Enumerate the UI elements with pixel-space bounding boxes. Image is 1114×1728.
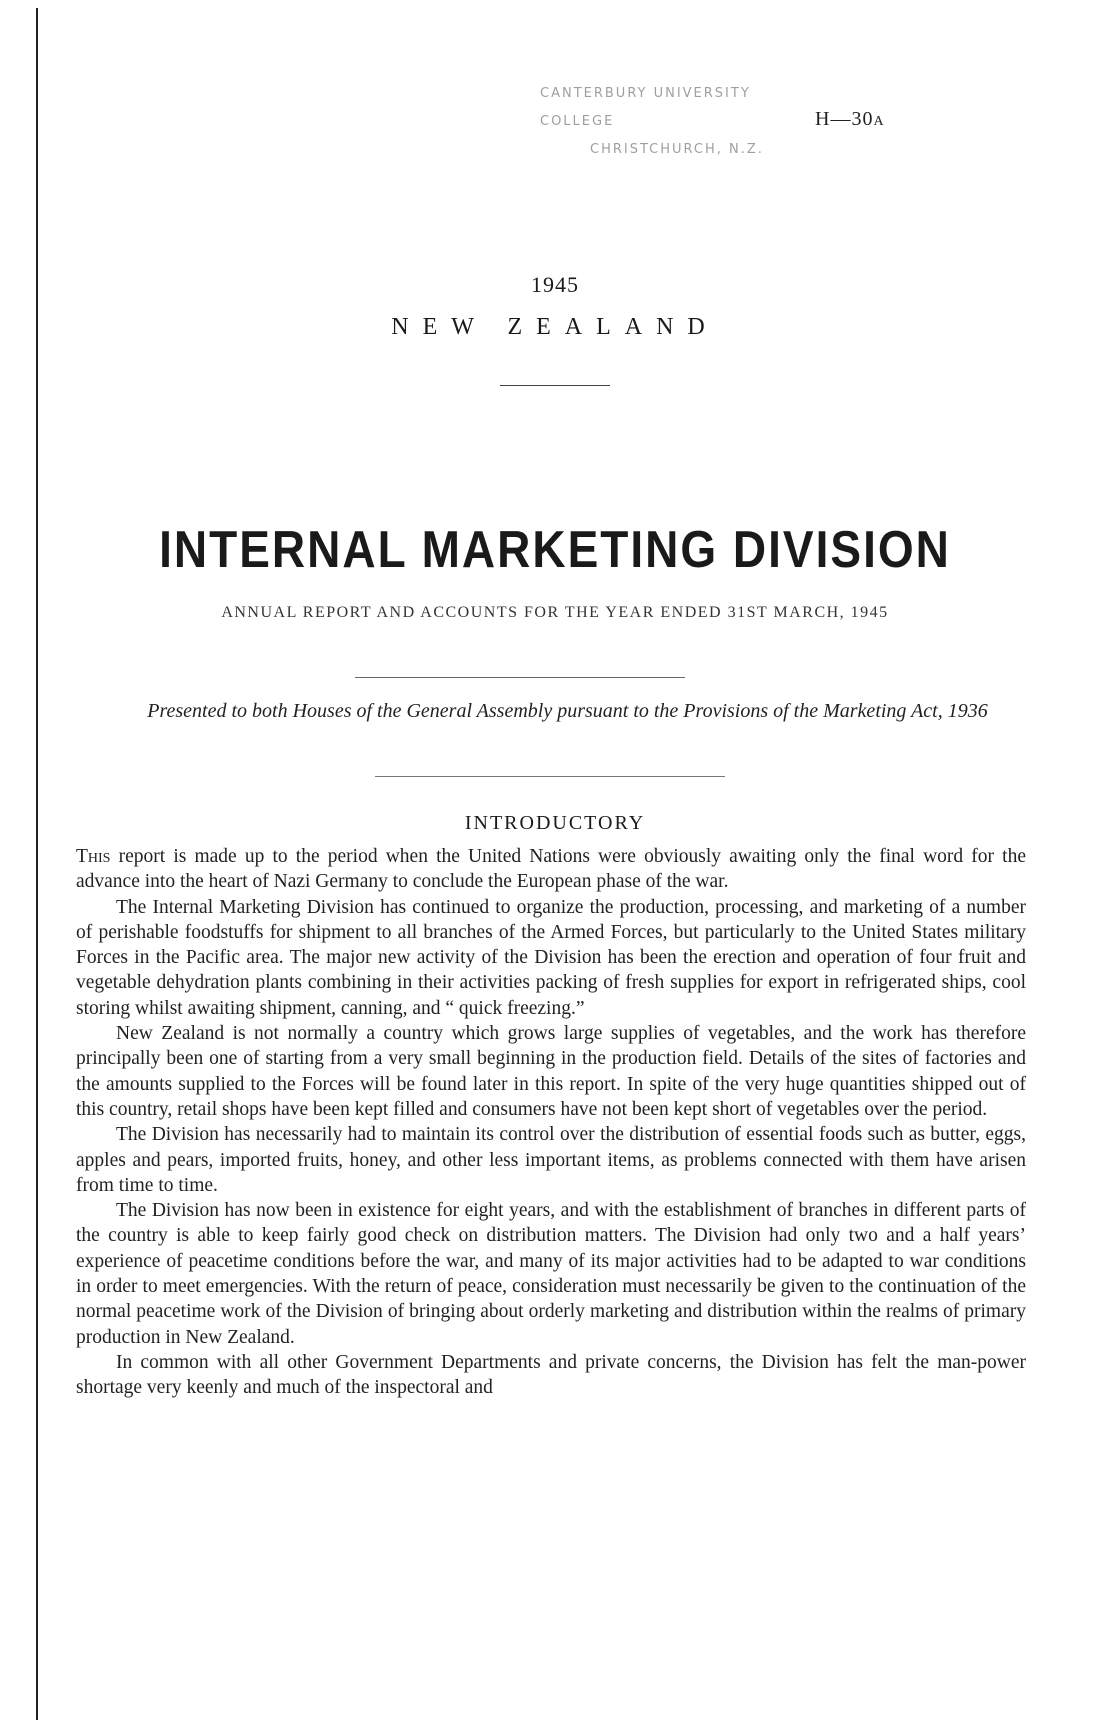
- paragraph-4: The Division has necessarily had to maintain its control over the distribution of essential foods such as butter, eggs, apples and pears, imported fruits, honey, and other less important items, as problems connected with them have arisen from time to time.: [76, 1124, 1026, 1196]
- binding-edge-line: [36, 8, 38, 1720]
- divider-short: [500, 385, 610, 386]
- document-code-main: H—30: [815, 108, 874, 130]
- paragraph-6: In common with all other Government Departments and private concerns, the Division has felt the man-power shortage very keenly and much of the inspectoral and: [76, 1351, 1026, 1399]
- paragraph-2: The Internal Marketing Division has continued to organize the production, processing, and marketing of a number of perishable foodstuffs for shipment to all branches of the Armed Forces, but particularly to the United States military Forces in the Pacific area. The major new activity of the Division has been the erection and operation of four fruit and vegetable dehydration plants combining in their activities packing of fresh supplies for export in refrigerated ships, cool storing whilst awaiting shipment, canning, and “ quick freezing.”: [76, 896, 1026, 1019]
- report-body: [76, 844, 1026, 1401]
- paragraph-1-lead: This: [76, 846, 111, 867]
- page-subtitle: ANNUAL REPORT AND ACCOUNTS FOR THE YEAR ENDED 31ST MARCH, 1945: [221, 604, 889, 621]
- paragraph-3: New Zealand is not normally a country which grows large supplies of vegetables, and the work has therefore principally been one of starting from a very small beginning in the production field. Details of the sites of factories and the amounts supplied to the Forces will be found later in this report. In spite of the very huge quantities shipped out of this country, retail shops have been kept filled and consumers have not been kept short of vegetables over the period.: [76, 1023, 1026, 1120]
- document-code: [815, 108, 885, 131]
- paragraph-1: [76, 844, 1026, 895]
- section-heading: INTRODUCTORY: [464, 812, 646, 834]
- divider-upper: [355, 677, 685, 678]
- paragraph-5: The Division has now been in existence for eight years, and with the establishment of branches in different parts of the country is able to keep fairly good check on distribution matters. The Division had only two and a half years’ experience of peacetime conditions before the war, and many of its major activities had to be adapted to war conditions in order to meet emergencies. With the return of peace, consideration must necessarily be given to the continuation of the normal peacetime work of the Division of bringing about orderly marketing and distribution within the realms of primary production in New Zealand.: [76, 1200, 1026, 1348]
- page-title: INTERNAL MARKETING DIVISION: [159, 519, 951, 579]
- country-name: NEW ZEALAND: [391, 314, 719, 340]
- report-year: 1945: [531, 272, 579, 297]
- stamp-line-2: CHRISTCHURCH, N.Z.: [590, 142, 764, 157]
- presentation-note: Presented to both Houses of the General Assembly pursuant to the Provisions of the Marketing Act, 1936: [147, 700, 988, 722]
- library-stamp: [540, 80, 810, 164]
- document-code-suffix: A: [873, 114, 885, 129]
- divider-lower: [375, 776, 725, 777]
- stamp-line-1: CANTERBURY UNIVERSITY COLLEGE: [540, 86, 751, 129]
- paragraph-1-text: report is made up to the period when the United Nations were obviously awaiting only the final word for the advance into the heart of Nazi Germany to conclude the European phase of the war.: [76, 846, 1026, 893]
